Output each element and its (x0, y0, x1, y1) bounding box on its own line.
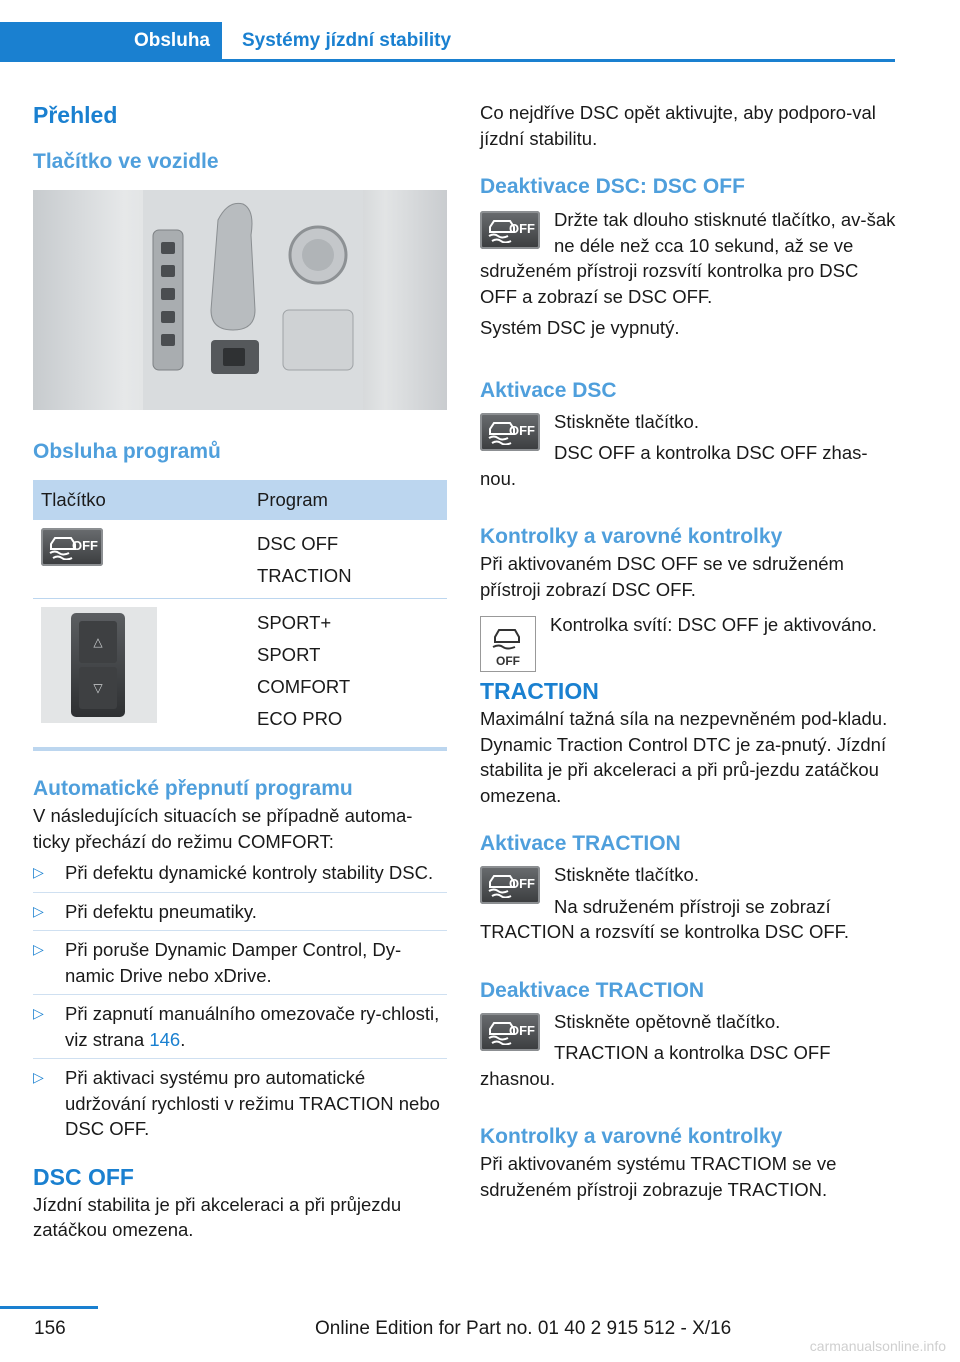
table-header-program: Program (249, 480, 447, 520)
dsc-off-button-icon: OFF (480, 866, 540, 904)
svg-text:OFF: OFF (496, 654, 520, 668)
kontrolky-dsc-text: Při aktivovaném DSC OFF se ve sdruženém přístroji zobrazí DSC OFF. (480, 553, 844, 600)
traction-text: Maximální tažná síla na nezpevněném pod‐kladu. Dynamic Traction Control DTC je za‐pnutý. Jízdní stabilita je při akceleraci a při prů‐jezdu zatáčkou omezena. (480, 708, 888, 806)
auto-switch-text: V následujících situacích se případně automa‐ticky přechází do režimu COMFORT: (33, 805, 413, 852)
page-link-146[interactable]: 146 (149, 1028, 181, 1050)
footer-edition: Online Edition for Part no. 01 40 2 915 512 - X/16 (315, 1318, 732, 1339)
heading-kontrolky-dsc: Kontrolky a varovné kontrolky (480, 525, 783, 548)
page-number: 156 (34, 1318, 66, 1339)
gear-console-photo (33, 190, 447, 410)
dsc-off-button-icon: OFF (480, 1013, 540, 1051)
aktivace-traction-step1: Stiskněte tlačítko. (554, 864, 699, 885)
triangle-bullet-icon: ▷ (33, 902, 44, 919)
program-table (33, 480, 447, 741)
kontrolky-traction-text: Při aktivovaném systému TRACTIOM se ve sdruženém přístroji zobrazuje TRACTION. (480, 1153, 837, 1200)
watermark: carmanualsonline.info (809, 1338, 946, 1354)
table-divider (33, 747, 447, 751)
heading-obsluha-programu: Obsluha programů (33, 440, 221, 463)
heading-traction: TRACTION (480, 678, 599, 704)
heading-dsc-off: DSC OFF (33, 1163, 134, 1190)
list-item: ▷ Při aktivaci systému pro automatické udržování rychlosti v režimu TRACTION nebo DSC OFF. (33, 1067, 440, 1139)
kontrolka-sviti-text: Kontrolka svítí: DSC OFF je aktivováno. (550, 614, 877, 635)
footer-divider (0, 1306, 98, 1309)
driving-experience-switch-icon: △ ▽ (41, 607, 157, 723)
dsc-off-button-icon: OFF (480, 413, 540, 451)
list-item: ▷ Při defektu dynamické kontroly stability DSC. (33, 860, 447, 893)
right-column (480, 100, 900, 1202)
triangle-bullet-icon: ▷ (33, 941, 44, 957)
auto-switch-list (33, 860, 447, 1148)
triangle-bullet-icon: ▷ (33, 864, 44, 880)
aktivace-traction-step2: Na sdruženém přístroji se zobrazí TRACTION a rozsvítí se kontrolka DSC OFF. (480, 895, 850, 942)
tab-obsluha[interactable]: Obsluha (0, 22, 222, 59)
aktivace-dsc-step1: Stiskněte tlačítko. (554, 410, 699, 432)
program-sport: SPORT (257, 644, 321, 665)
list-item: ▷ Při zapnutí manuálního omezovače ry‐chlosti, viz strana 146. (33, 1001, 447, 1059)
heading-deaktivace-traction: Deaktivace TRACTION (480, 978, 705, 1002)
heading-prehled: Přehled (33, 102, 118, 128)
dsc-off-indicator-icon (480, 616, 536, 672)
heading-tlacitko-ve-vozidle: Tlačítko ve vozidle (33, 150, 219, 173)
table-row (33, 599, 447, 742)
table-header-tlacitko: Tlačítko (33, 480, 249, 520)
list-item: ▷ Při defektu pneumatiky. (33, 899, 447, 932)
table-row (33, 520, 447, 599)
triangle-bullet-icon: ▷ (33, 1005, 44, 1021)
heading-automaticke-prepnuti: Automatické přepnutí programu (33, 777, 353, 800)
list-item: ▷ Při poruše Dynamic Damper Control, Dy‐namic Drive nebo xDrive. (33, 937, 447, 995)
dsc-off-button-icon: OFF (41, 528, 103, 566)
gear-console-illustration (33, 190, 447, 410)
tab-systemy[interactable]: Systémy jízdní stability (242, 30, 452, 51)
deaktivace-dsc-text: Držte tak dlouho stisknuté tlačítko, av‐šak ne déle než cca 10 sekund, až se ve sdruženém přístroji rozsvítí kontrolka pro DSC OFF a zobrazí se DSC OFF. (480, 209, 896, 307)
deaktivace-traction-step1: Stiskněte opětovně tlačítko. (554, 1010, 781, 1032)
program-sport-plus: SPORT+ (257, 612, 332, 633)
program-eco-pro: ECO PRO (257, 708, 343, 729)
heading-aktivace-traction: Aktivace TRACTION (480, 832, 681, 855)
deaktivace-traction-step2: TRACTION a kontrolka DSC OFF zhasnou. (480, 1042, 831, 1089)
heading-aktivace-dsc: Aktivace DSC (480, 378, 617, 402)
program-comfort: COMFORT (257, 676, 351, 697)
dsc-vypnuty-text: Systém DSC je vypnutý. (480, 317, 680, 338)
intro-text: Co nejdříve DSC opět aktivujte, aby podporo‐val jízdní stabilitu. (480, 102, 876, 149)
program-traction: TRACTION (257, 565, 352, 586)
triangle-bullet-icon: ▷ (33, 1069, 44, 1085)
header-tabbar (0, 22, 895, 62)
aktivace-dsc-step2: DSC OFF a kontrolka DSC OFF zhas‐nou. (480, 442, 868, 489)
heading-deaktivace-dsc: Deaktivace DSC: DSC OFF (480, 175, 745, 198)
dsc-off-button-icon: OFF (480, 211, 540, 249)
program-dsc-off: DSC OFF (257, 533, 339, 554)
left-column (33, 100, 447, 1243)
dsc-off-text: Jízdní stabilita je při akceleraci a při průjezdu zatáčkou omezena. (33, 1193, 402, 1240)
heading-kontrolky-traction: Kontrolky a varovné kontrolky (480, 1125, 783, 1148)
